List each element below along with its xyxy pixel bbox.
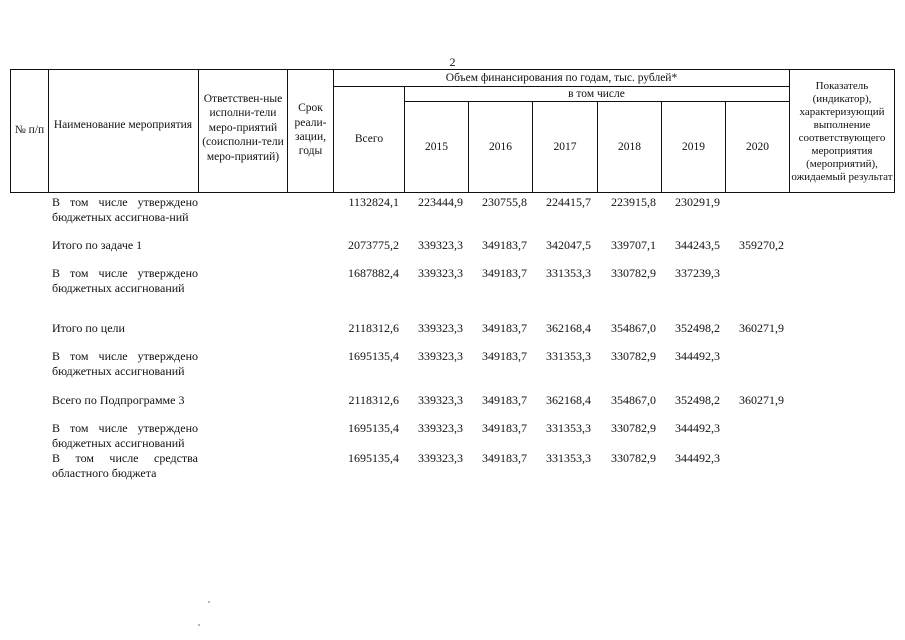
row-total: 1687882,4 (348, 266, 399, 280)
header-col-responsible: Ответствен-ные исполни-тели меро-приятий (соисполни-тели меро-приятий) (202, 93, 284, 163)
row-value: 339323,3 (418, 238, 463, 252)
row-total: 2118312,6 (348, 321, 399, 335)
row-value: 360271,9 (739, 321, 784, 335)
page-number: 2 (449, 55, 456, 69)
header-col-number: № п/п (14, 123, 45, 136)
row-value: 330782,9 (611, 451, 656, 465)
row-value: 354867,0 (611, 393, 656, 407)
header-year: 2017 (553, 140, 577, 153)
row-label: Всего по Подпрограмме 3 (52, 393, 185, 407)
row-value: 349183,7 (482, 421, 527, 435)
row-value: 354867,0 (611, 321, 656, 335)
header-year: 2020 (746, 140, 769, 153)
row-value: 349183,7 (482, 238, 527, 252)
row-value: 339323,3 (418, 393, 463, 407)
row-value: 330782,9 (611, 421, 656, 435)
row-value: 223915,8 (611, 195, 656, 209)
row-value: 344492,3 (675, 349, 720, 363)
row-value: 339323,3 (418, 349, 463, 363)
row-value: 362168,4 (546, 393, 591, 407)
header-col-term: Срок реали-зации, годы (294, 102, 327, 158)
row-value: 230291,9 (675, 195, 720, 209)
row-value: 339323,3 (418, 321, 463, 335)
header-col-total: Всего (354, 132, 384, 145)
row-value: 349183,7 (482, 349, 527, 363)
header-col-including: в том числе (568, 87, 625, 100)
row-value: 344492,3 (675, 421, 720, 435)
row-value: 339323,3 (418, 421, 463, 435)
row-value: 339323,3 (418, 266, 463, 280)
row-value: 339707,1 (611, 238, 656, 252)
row-label: В том числе утверждено бюджетных ассигнований (52, 349, 198, 378)
header-year: 2019 (682, 140, 705, 153)
header-year: 2016 (489, 140, 512, 153)
row-value: 230755,8 (482, 195, 527, 209)
scan-speck (208, 601, 210, 603)
header-col-funding: Объем финансирования по годам, тыс. рублей* (445, 71, 678, 84)
row-value: 349183,7 (482, 266, 527, 280)
row-label: В том числе утверждено бюджетных ассигнований (52, 421, 198, 450)
row-value: 352498,2 (675, 393, 720, 407)
row-value: 331353,3 (546, 421, 591, 435)
row-total: 1132824,1 (348, 195, 399, 209)
row-total: 1695135,4 (348, 349, 399, 363)
row-value: 359270,2 (739, 238, 784, 252)
row-value: 330782,9 (611, 349, 656, 363)
scan-speck (198, 624, 200, 626)
row-value: 339323,3 (418, 451, 463, 465)
row-value: 331353,3 (546, 266, 591, 280)
row-value: 337239,3 (675, 266, 720, 280)
row-value: 331353,3 (546, 349, 591, 363)
row-total: 2073775,2 (348, 238, 399, 252)
row-value: 344243,5 (675, 238, 720, 252)
header-col-name: Наименование мероприятия (53, 118, 193, 131)
header-year: 2015 (425, 140, 448, 153)
row-value: 344492,3 (675, 451, 720, 465)
header-year: 2018 (618, 140, 641, 153)
row-total: 1695135,4 (348, 451, 399, 465)
row-value: 331353,3 (546, 451, 591, 465)
row-label: В том числе средства областного бюджета (52, 451, 198, 480)
row-value: 352498,2 (675, 321, 720, 335)
row-label: Итого по цели (52, 321, 125, 335)
row-value: 223444,9 (418, 195, 463, 209)
row-value: 330782,9 (611, 266, 656, 280)
row-value: 342047,5 (546, 238, 591, 252)
row-value: 224415,7 (546, 195, 591, 209)
header-col-indicator: Показатель (индикатор), характеризующий выполнение соответствующего мероприятия (мероприятий), ожидаемый результат (791, 80, 893, 183)
row-total: 1695135,4 (348, 421, 399, 435)
row-value: 360271,9 (739, 393, 784, 407)
row-label: В том числе утверждено бюджетных ассигнова-ний (52, 195, 198, 224)
row-label: В том числе утверждено бюджетных ассигнований (52, 266, 198, 295)
row-value: 349183,7 (482, 451, 527, 465)
row-value: 349183,7 (482, 321, 527, 335)
row-value: 362168,4 (546, 321, 591, 335)
row-total: 2118312,6 (348, 393, 399, 407)
row-label: Итого по задаче 1 (52, 238, 143, 252)
row-value: 349183,7 (482, 393, 527, 407)
